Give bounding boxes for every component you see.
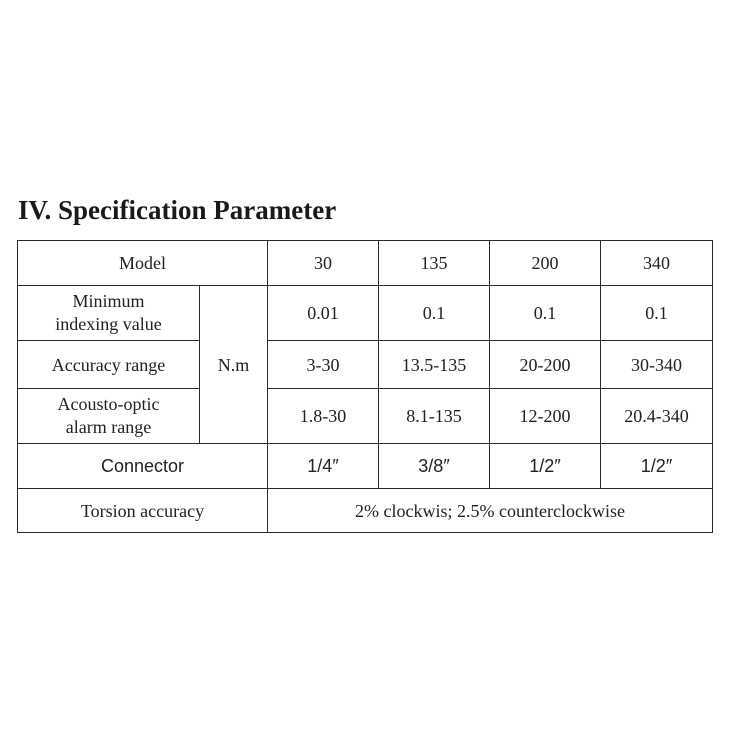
torsion-label-cell: Torsion accuracy (18, 489, 268, 533)
table-row (18, 286, 713, 341)
connector-value-cell: 1/4″ (268, 444, 379, 489)
value-cell: 12-200 (490, 389, 601, 444)
model-header-cell: Model (18, 241, 268, 286)
model-cell: 200 (490, 241, 601, 286)
value-cell: 0.1 (490, 286, 601, 341)
value-cell: 0.1 (379, 286, 490, 341)
unit-cell: N.m (200, 286, 268, 444)
value-cell: 3-30 (268, 341, 379, 389)
page-title: IV. Specification Parameter (18, 195, 337, 225)
model-cell: 340 (601, 241, 713, 286)
value-cell: 0.1 (601, 286, 713, 341)
connector-value-cell: 1/2″ (601, 444, 713, 489)
connector-value-cell: 1/2″ (490, 444, 601, 489)
torsion-value-cell: 2% clockwis; 2.5% counterclockwise (268, 489, 713, 533)
table-header-row (18, 241, 713, 286)
value-cell: 30-340 (601, 341, 713, 389)
row-label-cell (18, 286, 200, 341)
connector-value-cell: 3/8″ (379, 444, 490, 489)
table-row (18, 389, 713, 444)
row-label-line: indexing value (55, 314, 162, 334)
model-cell: 135 (379, 241, 490, 286)
torsion-row (18, 489, 713, 533)
value-cell: 1.8-30 (268, 389, 379, 444)
value-cell: 20-200 (490, 341, 601, 389)
table-row (18, 341, 713, 389)
connector-row (18, 444, 713, 489)
connector-label-cell: Connector (18, 444, 268, 489)
row-label-cell: Accuracy range (18, 341, 200, 389)
row-label-line: Minimum (72, 291, 145, 311)
model-cell: 30 (268, 241, 379, 286)
specification-table (17, 240, 713, 533)
row-label-line: alarm range (65, 417, 152, 437)
value-cell: 8.1-135 (379, 389, 490, 444)
value-cell: 0.01 (268, 286, 379, 341)
row-label-cell (18, 389, 200, 444)
row-label-line: Acousto-optic (57, 394, 160, 414)
row-label (55, 290, 161, 336)
row-label (58, 393, 160, 439)
value-cell: 20.4-340 (601, 389, 713, 444)
value-cell: 13.5-135 (379, 341, 490, 389)
